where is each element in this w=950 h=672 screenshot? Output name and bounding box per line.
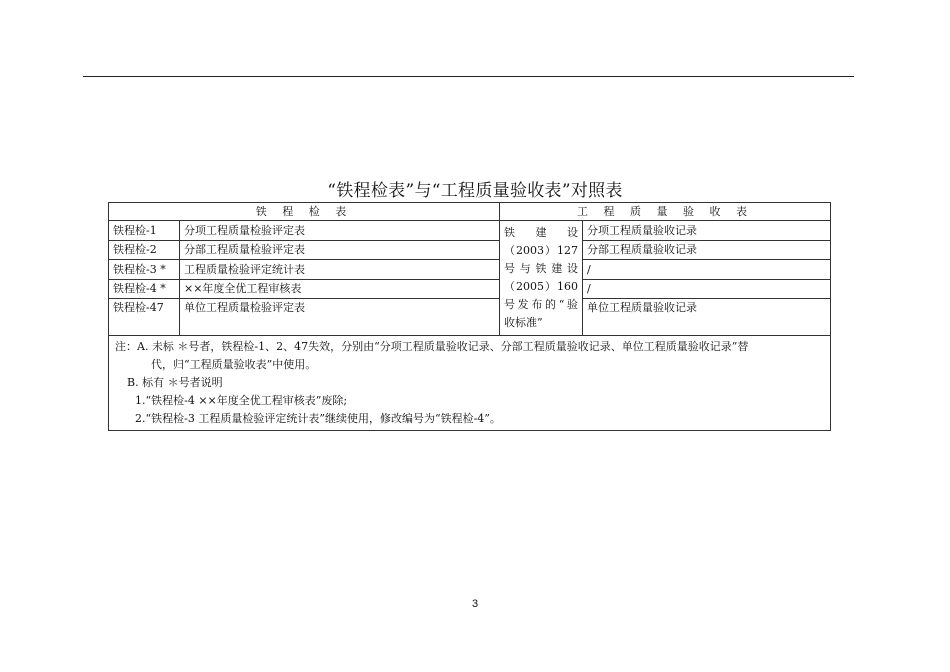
row-code: 铁程检-3 * xyxy=(109,260,180,280)
standard-line: （2003）127 xyxy=(504,244,578,257)
row-record: / xyxy=(583,260,831,280)
note-a-line1: 注：A. 未标 ＊号者，铁程检-1、2、47失效，分别由“分项工程质量验收记录、分部工程质量验收记录、单位工程质量验收记录”替 xyxy=(115,340,749,353)
standard-line: （2005）160 xyxy=(504,280,578,293)
row-code: 铁程检-2 xyxy=(109,240,180,260)
header-right: 工 程 质 量 验 收 表 xyxy=(500,203,831,221)
row-name: 单位工程质量检验评定表 xyxy=(180,299,500,336)
page-number: 3 xyxy=(471,598,479,610)
table-row xyxy=(109,240,831,260)
comparison-table xyxy=(108,202,831,431)
table-row xyxy=(109,299,831,336)
row-name: 工程质量检验评定统计表 xyxy=(180,260,500,280)
notes-cell xyxy=(109,336,831,431)
standard-line: 号与铁建设 xyxy=(504,262,578,275)
header-left: 铁 程 检 表 xyxy=(109,203,500,221)
row-record: 分部工程质量验收记录 xyxy=(583,240,831,260)
table-row xyxy=(109,221,831,241)
row-code: 铁程检-1 xyxy=(109,221,180,241)
standard-line: 号发布的“验 xyxy=(504,298,578,311)
page-title: “铁程检表”与“工程质量验收表”对照表 xyxy=(327,181,623,201)
note-b: B. 标有 ＊号者说明 xyxy=(127,376,223,389)
row-name: 分项工程质量检验评定表 xyxy=(180,221,500,241)
table-row xyxy=(109,279,831,299)
standard-line: 铁 建 设 xyxy=(504,226,578,239)
row-record: / xyxy=(583,279,831,299)
table-header-row xyxy=(109,203,831,221)
row-name: 分部工程质量检验评定表 xyxy=(180,240,500,260)
standard-line: 收标准” xyxy=(504,316,543,329)
row-code: 铁程检-4 * xyxy=(109,279,180,299)
row-code: 铁程检-47 xyxy=(109,299,180,336)
row-record: 单位工程质量验收记录 xyxy=(583,299,831,336)
notes-row xyxy=(109,336,831,431)
row-record: 分项工程质量验收记录 xyxy=(583,221,831,241)
note-a-line2: 代，归“工程质量验收表”中使用。 xyxy=(151,358,317,371)
note-b-item2: 2.“铁程检-3 工程质量检验评定统计表”继续使用，修改编号为“铁程检-4”。 xyxy=(135,412,501,425)
row-name: ××年度全优工程审核表 xyxy=(180,279,500,299)
standard-reference-cell xyxy=(500,221,583,336)
table-row xyxy=(109,260,831,280)
note-b-item1: 1.“铁程检-4 ××年度全优工程审核表”废除; xyxy=(135,394,348,407)
header-rule xyxy=(83,76,854,77)
